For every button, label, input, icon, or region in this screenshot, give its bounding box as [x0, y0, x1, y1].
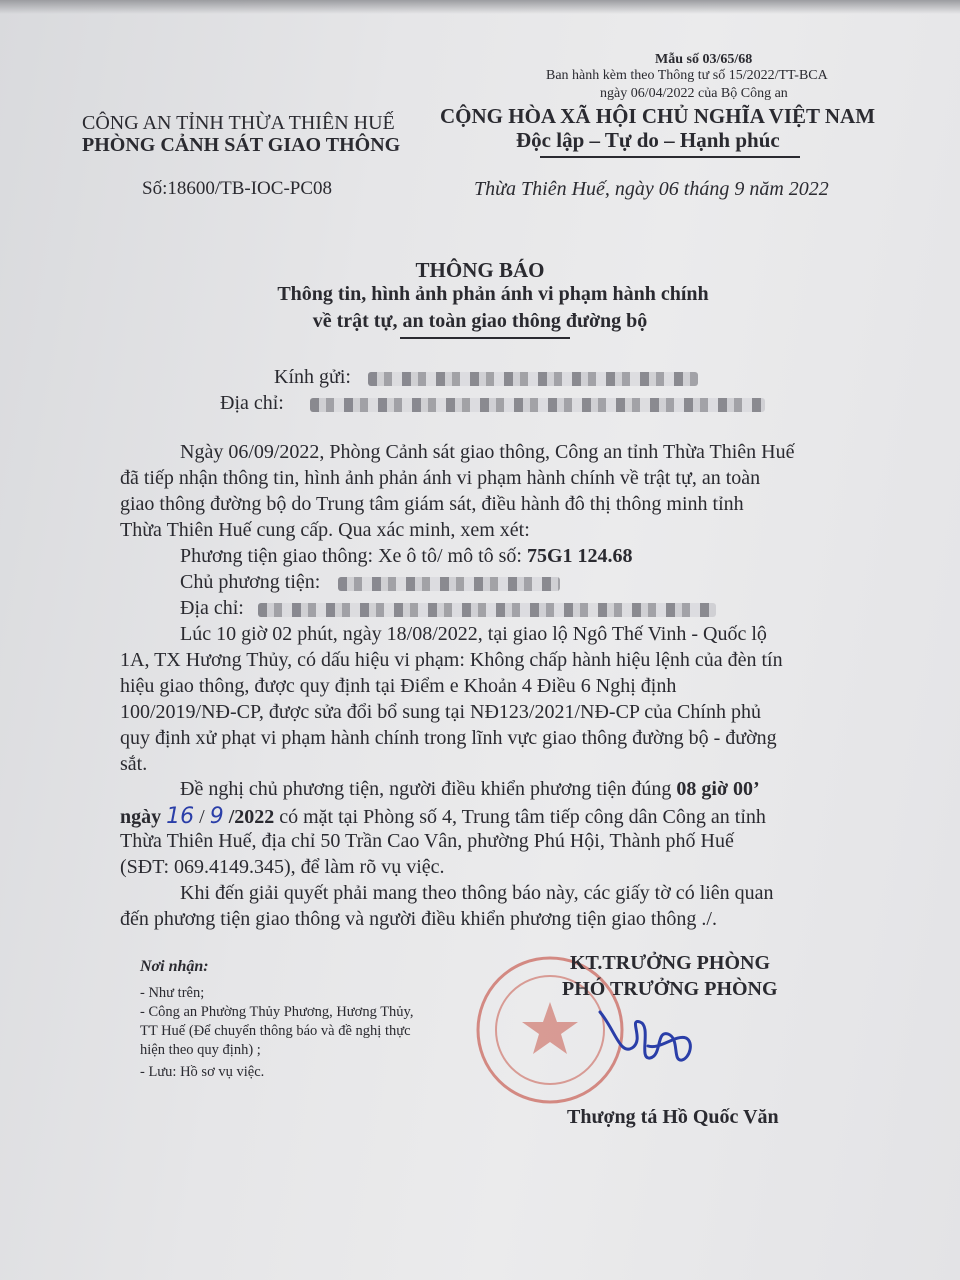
- subtitle-line-2: về trật tự, an toàn giao thông đường bộ: [312, 310, 648, 332]
- document-number: Số:18600/TB-IOC-PC08: [142, 178, 333, 199]
- para3-line4: (SĐT: 069.4149.345), để làm rõ vụ việc.: [120, 856, 445, 878]
- document-title: THÔNG BÁO: [415, 258, 545, 282]
- motto-underline: [540, 156, 800, 158]
- handwritten-signature-icon: [590, 1000, 700, 1080]
- para3-request: Đề nghị chủ phương tiện, người điều khiển phương tiện đúng: [180, 778, 672, 800]
- recipients-line4: hiện theo quy định) ;: [140, 1042, 261, 1058]
- vehicle-line: [180, 545, 633, 568]
- signer-name: Thượng tá Hồ Quốc Văn: [567, 1106, 779, 1128]
- para1-line4: Thừa Thiên Huế cung cấp. Qua xác minh, xem xét:: [120, 519, 530, 541]
- republic-title: CỘNG HÒA XÃ HỘI CHỦ NGHĨA VIỆT NAM: [440, 104, 876, 128]
- owner-address-label: Địa chỉ:: [180, 597, 244, 619]
- place-date: Thừa Thiên Huế, ngày 06 tháng 9 năm 2022: [474, 178, 829, 200]
- para4-line2: đến phương tiện giao thông và người điều khiển phương tiện giao thông ./.: [120, 908, 717, 930]
- signature-title-1: KT.TRƯỞNG PHÒNG: [570, 952, 770, 974]
- photo-edge-shadow: [0, 0, 960, 14]
- form-date-line: ngày 06/04/2022 của Bộ Công an: [600, 86, 788, 101]
- redacted-address: [310, 398, 765, 412]
- form-issue-line: Ban hành kèm theo Thông tư số 15/2022/TT-BCA: [546, 68, 828, 83]
- org-unit: PHÒNG CẢNH SÁT GIAO THÔNG: [82, 134, 401, 156]
- subtitle-line-1: Thông tin, hình ảnh phản ánh vi phạm hành chính: [277, 283, 709, 305]
- recipients-line3: TT Huế (Để chuyển thông báo và đề nghị thực: [140, 1023, 411, 1039]
- date-slash: /: [199, 806, 205, 828]
- para1-line2: đã tiếp nhận thông tin, hình ảnh phản ánh vi phạm hành chính về trật tự, an toàn: [120, 467, 761, 489]
- org-parent: CÔNG AN TỈNH THỪA THIÊN HUẾ: [82, 112, 395, 134]
- para1-line3: giao thông đường bộ do Trung tâm giám sát, điều hành đô thị thông minh tỉnh: [120, 493, 744, 515]
- address-label: Địa chỉ:: [220, 392, 284, 414]
- vehicle-plate: 75G1 124.68: [526, 545, 633, 567]
- para3-line1: [180, 778, 760, 801]
- handwritten-day: 16: [166, 804, 195, 829]
- owner-label: Chủ phương tiện:: [180, 571, 321, 593]
- signature-title-2: PHÓ TRƯỞNG PHÒNG: [562, 978, 778, 1000]
- para2-line2: 1A, TX Hương Thủy, có dấu hiệu vi phạm: Không chấp hành hiệu lệnh của đèn tín: [120, 649, 783, 671]
- para3-location: có mặt tại Phòng số 4, Trung tâm tiếp công dân Công an tỉnh: [279, 806, 766, 828]
- para3-line3: Thừa Thiên Huế, địa chỉ 50 Trần Cao Vân, phường Phú Hội, Thành phố Huế: [120, 830, 734, 852]
- redacted-owner-address: [258, 603, 716, 617]
- handwritten-month: 9: [209, 804, 224, 829]
- para2-line1: Lúc 10 giờ 02 phút, ngày 18/08/2022, tại giao lộ Ngô Thế Vinh - Quốc lộ: [180, 623, 767, 645]
- recipients-line5: - Lưu: Hồ sơ vụ việc.: [140, 1064, 265, 1080]
- appointment-year: /2022: [228, 806, 275, 828]
- para2-line4: 100/2019/NĐ-CP, được sửa đổi bổ sung tại NĐ123/2021/NĐ-CP của Chính phủ: [120, 701, 761, 723]
- para2-line5: quy định xử phạt vi phạm hành chính trong lĩnh vực giao thông đường bộ - đường: [120, 727, 777, 749]
- title-underline: [400, 337, 570, 339]
- para2-line3: hiệu giao thông, được quy định tại Điểm e Khoản 4 Điều 6 Nghị định: [120, 675, 677, 697]
- para2-line6: sắt.: [120, 753, 148, 775]
- recipient-label: Kính gửi:: [274, 366, 351, 388]
- recipients-title: Nơi nhận:: [140, 958, 209, 975]
- national-motto: Độc lập – Tự do – Hạnh phúc: [516, 128, 780, 152]
- para4-line1: Khi đến giải quyết phải mang theo thông báo này, các giấy tờ có liên quan: [180, 882, 774, 904]
- appointment-time: 08 giờ 00’: [676, 778, 760, 800]
- recipients-line2: - Công an Phường Thủy Phương, Hương Thủy,: [140, 1004, 414, 1020]
- para3-line2: [120, 804, 766, 829]
- recipients-line1: - Như trên;: [140, 985, 205, 1001]
- vehicle-label: Phương tiện giao thông: Xe ô tô/ mô tô số:: [180, 545, 522, 567]
- day-label: ngày: [120, 806, 162, 828]
- para1-line1: Ngày 06/09/2022, Phòng Cảnh sát giao thông, Công an tỉnh Thừa Thiên Huế: [180, 441, 795, 463]
- form-number: Mẫu số 03/65/68: [655, 52, 753, 67]
- redacted-owner: [338, 577, 560, 591]
- redacted-recipient: [368, 372, 698, 386]
